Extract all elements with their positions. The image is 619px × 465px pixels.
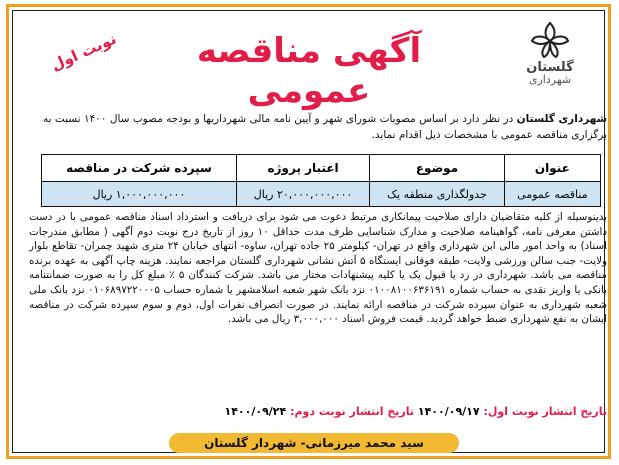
cell-subject: جدولگذاری منطقه یک [370, 182, 505, 207]
table-row [42, 182, 601, 207]
first-notice-badge: نوبت اول [48, 29, 119, 75]
first-date-value: ۱۴۰۰/۰۹/۱۷ [414, 405, 484, 418]
signature-banner: سید محمد میرزمانی- شهردار گلستان [169, 433, 459, 453]
second-date-value: ۱۴۰۰/۰۹/۲۴ [224, 405, 291, 418]
logo-subtitle: شهرداری [528, 73, 572, 86]
table-header-row [42, 155, 601, 182]
header-subject: موضوع [370, 155, 505, 182]
publication-dates [29, 405, 607, 418]
logo-name: گلستان [526, 60, 574, 75]
second-date-label: تاریخ انتشار نوبت دوم: [290, 405, 415, 418]
header-budget: اعتبار پروژه [236, 155, 369, 182]
intro-organization: شهرداری گلستان [516, 113, 607, 125]
cell-deposit: ۱,۰۰۰,۰۰۰,۰۰۰ ریال [42, 182, 237, 207]
notice-title: آگهی مناقصه عمومی [196, 31, 422, 111]
header-deposit: سپرده شرکت در مناقصه [42, 155, 237, 182]
tender-table [41, 154, 601, 207]
intro-text: در نظر دارد بر اساس مصوبات شورای شهر و آیین نامه مالی شهرداریها و بودجه مصوب سال ۱۴۰۰ نسبت به برگزاری مناقصه عمومی با مشخصات ذیل اقدام نماید. [42, 113, 607, 141]
notice-frame [6, 4, 611, 459]
intro-paragraph [29, 111, 607, 143]
cell-title: مناقصه عمومی [504, 182, 600, 207]
cell-budget: ۲۰,۰۰۰,۰۰۰,۰۰۰ ریال [236, 182, 369, 207]
golestan-logo [506, 19, 594, 86]
flower-logo-icon [528, 19, 572, 59]
header-title: عنوان [504, 155, 600, 182]
body-paragraph: بدینوسیله از کلیه متقاضیان دارای صلاحیت پیمانکاری مرتبط دعوت می شود برای دریافت و استرداد اسناد مناقصه عمومی با در دست داشتن معرفی نامه، گواهینامه صلاحیت و مدارک شناسایی ظرف مدت حداقل ۱۰ روز از تاریخ درج نوبت دوم آگهی ( مطابق مندرجات اسناد) به واحد امور مالی این شهرداری واقع در تهران- کیلومتر ۲۵ جاده تهران، ساوه- انتهای خیابان ۲۴ متری شهید چمران- تقاطع بلوار ولایت- جنب سالن ورزشی ولایت- طبقه فوقانی ایستگاه ۵ آتش نشانی شهرداری گلستان مراجعه نمایند. هزینه چاپ آگهی به عهده برنده مناقصه می باشد. شهرداری در رد یا قبول یک یا کلیه پیشنهادات مختار می باشد. شرکت کنندگان ۵ ٪ مبلغ کل را به صورت ضمانتنامه بانکی یا واریز نقدی به حساب شماره ۰۱۰۰۸۱۰۰۶۳۶۱۹۱ نزد بانک شهر شعبه اسلامشهر یا شماره حساب ۰۱۰۶۸۹۷۲۲۰۰۰۵ نزد بانک ملی شعبه شهرداری به عنوان سپرده شرکت در مناقصه ارائه نمایند. در صورت انصراف نفرات اول، دوم و سوم سپرده شرکت در مناقصه ایشان به نفع شهرداری ضبط خواهد گردید. قیمت فروش اسناد ۳,۰۰۰,۰۰۰ ریال می باشد. [29, 211, 608, 326]
first-date-label: تاریخ انتشار نوبت اول: [483, 405, 607, 418]
